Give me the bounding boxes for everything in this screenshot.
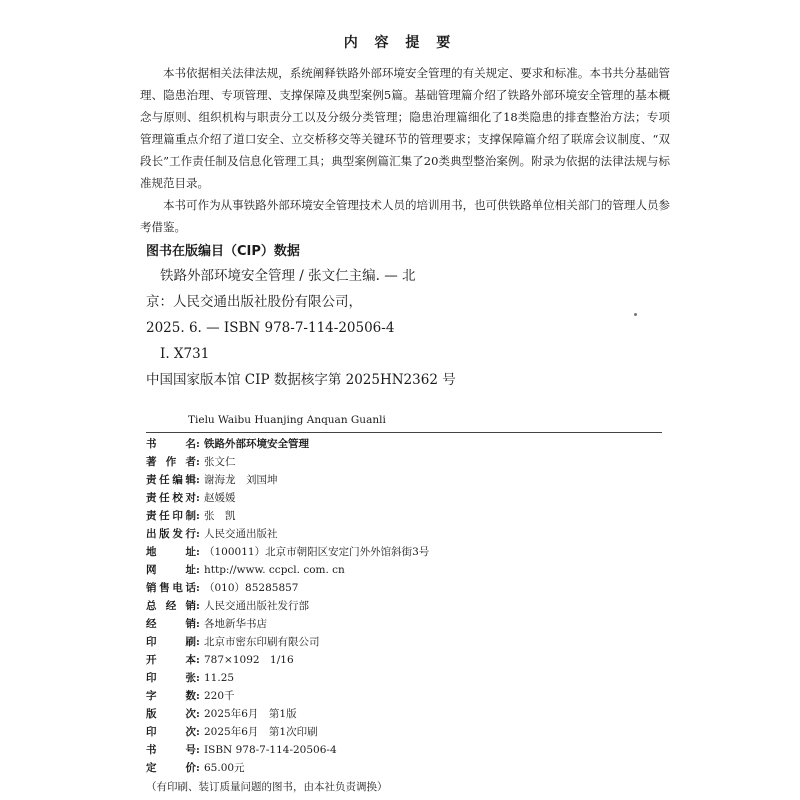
colophon-row-format: 开 本 : 787×1092 1/16: [146, 651, 666, 669]
colophon-row-editor: 责任编辑 : 谢海龙 刘国坤: [146, 471, 666, 489]
page-speck: [634, 313, 637, 316]
row-label: 开 本: [146, 654, 196, 666]
colophon-row-author: 著 作 者 : 张文仁: [146, 453, 666, 471]
row-label: 著 作 者: [146, 456, 196, 468]
row-value: 2025年6月 第1版: [204, 708, 297, 720]
row-value: 铁路外部环境安全管理: [204, 438, 309, 450]
cip-line-1: 铁路外部环境安全管理 / 张文仁主编. — 北: [160, 268, 416, 284]
row-label: 版 次: [146, 708, 196, 720]
cip-line-4: Ⅰ. X731: [160, 346, 210, 362]
colophon-row-price: 定 价 : 65.00元: [146, 759, 666, 777]
colophon-row-print-supervisor: 责任印制 : 张 凯: [146, 507, 666, 525]
summary-paragraph-2: 本书可作为从事铁路外部环境安全管理技术人员的培训用书，也可供铁路单位相关部门的管理人员参考借鉴。: [140, 198, 670, 234]
colophon-row-distributor: 经 销 : 各地新华书店: [146, 615, 666, 633]
row-value: 人民交通出版社: [204, 528, 278, 540]
row-value: 人民交通出版社发行部: [204, 600, 309, 612]
row-label: 印 刷: [146, 636, 196, 648]
row-value: 张文仁: [204, 456, 236, 468]
row-value: （010）85285857: [204, 582, 299, 594]
cip-block: [146, 240, 666, 393]
row-label: 责任印制: [146, 510, 196, 522]
row-label: 书 名: [146, 438, 196, 450]
quality-note: （有印刷、装订质量问题的图书，由本社负责调换）: [146, 781, 388, 793]
row-value: 65.00元: [204, 762, 245, 774]
summary-paragraph-1: 本书依据相关法律法规，系统阐释铁路外部环境安全管理的有关规定、要求和标准。本书共分基础管理、隐患治理、专项管理、支撑保障及典型案例5篇。基础管理篇介绍了铁路外部环境安全管理的基本概念与原则、组织机构与职责分工以及分级分类管理；隐患治理篇细化了18类隐患的排查整治方法；专项管理篇重点介绍了道口安全、立交桥移交等关键环节的管理要求；支撑保障篇介绍了联席会议制度、“双段长”工作责任制及信息化管理工具；典型案例篇汇集了20类典型整治案例。附录为依据的法律法规与标准规范目录。: [140, 66, 670, 190]
cip-line-2: 京：人民交通出版社股份有限公司，: [146, 294, 362, 310]
colophon-row-proofreader: 责任校对 : 赵媛媛: [146, 489, 666, 507]
cip-line-5: 中国国家版本馆 CIP 数据核字第 2025HN2362 号: [146, 372, 456, 388]
colophon-row-title: 书 名 : 铁路外部环境安全管理: [146, 435, 666, 453]
row-value: 11.25: [204, 672, 235, 684]
row-value: 220千: [204, 690, 235, 702]
colophon-row-printer: 印 刷 : 北京市密东印刷有限公司: [146, 633, 666, 651]
row-label: 字 数: [146, 690, 196, 702]
row-label: 销售电话: [146, 582, 196, 594]
row-label: 印 张: [146, 672, 196, 684]
pinyin-title: Tielu Waibu Huanjing Anquan Guanli: [188, 414, 386, 426]
colophon-row-printing: 印 次 : 2025年6月 第1次印刷: [146, 723, 666, 741]
row-label: 地 址: [146, 546, 196, 558]
row-value: 赵媛媛: [204, 492, 236, 504]
row-value: 张 凯: [204, 510, 236, 522]
colophon-block: [146, 412, 666, 796]
colophon-row-general-distributor: 总 经 销 : 人民交通出版社发行部: [146, 597, 666, 615]
colophon-divider: [146, 432, 662, 433]
row-value: 2025年6月 第1次印刷: [204, 726, 318, 738]
row-label: 责任校对: [146, 492, 196, 504]
colophon-row-website: 网 址 : http://www. ccpcl. com. cn: [146, 561, 666, 579]
row-label: 书 号: [146, 744, 196, 756]
row-value: 各地新华书店: [204, 618, 267, 630]
colophon-row-isbn: 书 号 : ISBN 978-7-114-20506-4: [146, 741, 666, 759]
row-value: http://www. ccpcl. com. cn: [204, 564, 345, 576]
row-label: 定 价: [146, 762, 196, 774]
colophon-row-address: 地 址 : （100011）北京市朝阳区安定门外外馆斜街3号: [146, 543, 666, 561]
colophon-row-publisher: 出版发行 : 人民交通出版社: [146, 525, 666, 543]
colophon-row-edition: 版 次 : 2025年6月 第1版: [146, 705, 666, 723]
cip-title: 图书在版编目（CIP）数据: [146, 244, 300, 259]
colophon-row-sheets: 印 张 : 11.25: [146, 669, 666, 687]
row-label: 责任编辑: [146, 474, 196, 486]
row-label: 网 址: [146, 564, 196, 576]
cip-line-3: 2025. 6. — ISBN 978-7-114-20506-4: [146, 320, 395, 336]
row-label: 印 次: [146, 726, 196, 738]
row-value: ISBN 978-7-114-20506-4: [204, 744, 337, 756]
row-label: 出版发行: [146, 528, 196, 540]
summary-heading: 内 容 提 要: [343, 35, 457, 51]
row-value: 北京市密东印刷有限公司: [204, 636, 320, 648]
row-value: （100011）北京市朝阳区安定门外外馆斜街3号: [204, 546, 430, 558]
row-value: 谢海龙 刘国坤: [204, 474, 278, 486]
row-label: 总 经 销: [146, 600, 196, 612]
content-summary: [140, 62, 670, 238]
colophon-row-phone: 销售电话 : （010）85285857: [146, 579, 666, 597]
colophon-row-word-count: 字 数 : 220千: [146, 687, 666, 705]
row-value: 787×1092 1/16: [204, 654, 294, 666]
row-label: 经 销: [146, 618, 196, 630]
